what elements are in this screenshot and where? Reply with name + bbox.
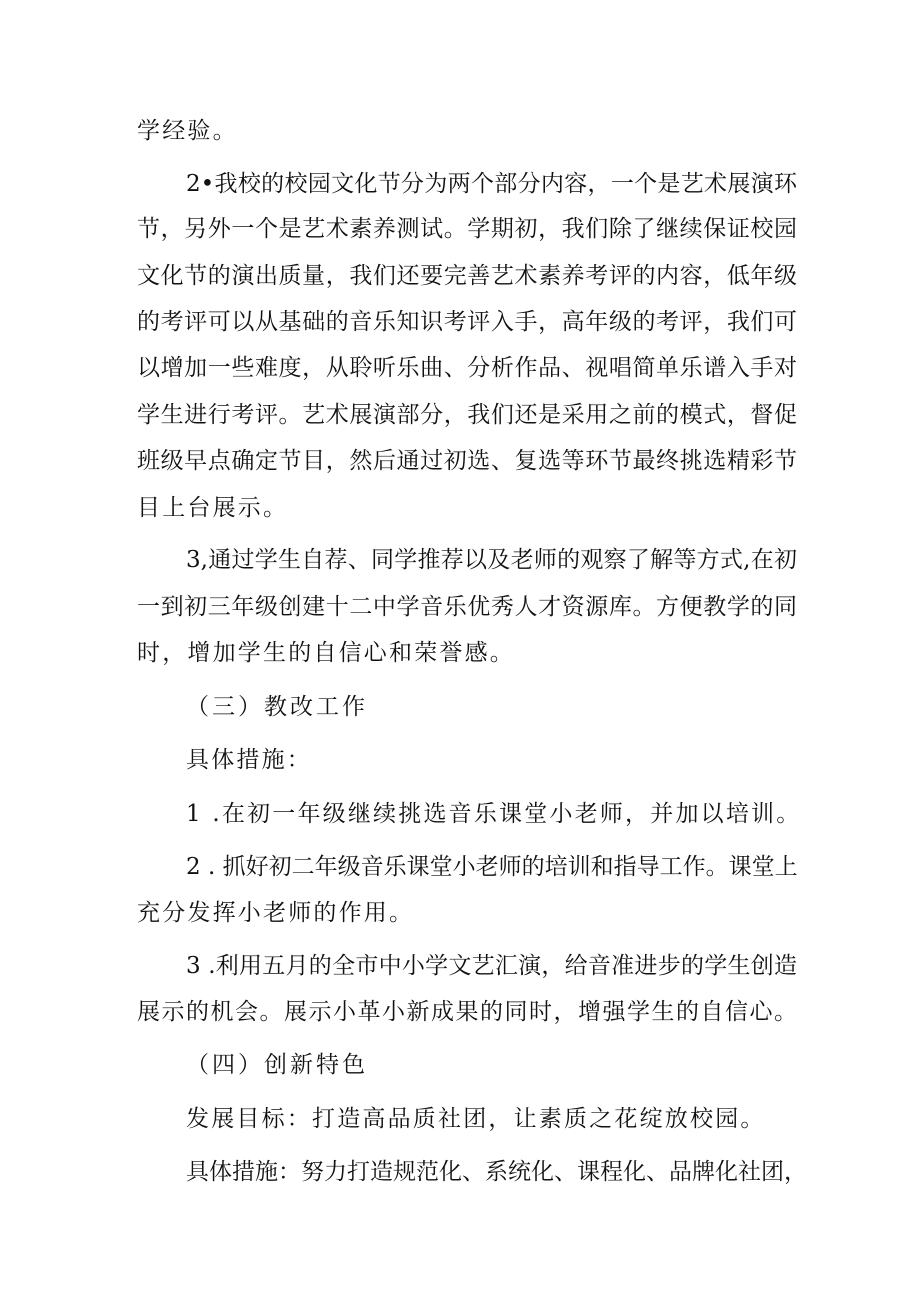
paragraph-line: 班级早点确定节目，然后通过初选、复选等环节最终挑选精彩节: [137, 448, 797, 474]
paragraph-line: 3 .利用五月的全市中小学文艺汇演，给音准进步的学生创造: [186, 953, 797, 979]
paragraph-line: 的考评可以从基础的音乐知识考评入手，高年级的考评，我们可: [137, 309, 797, 335]
paragraph-line: 具体措施：: [186, 747, 312, 773]
paragraph-line: 充分发挥小老师的作用。: [137, 900, 415, 926]
paragraph-line: 文化节的演出质量，我们还要完善艺术素养考评的内容，低年级: [137, 263, 797, 289]
paragraph-line: 2 . 抓好初二年级音乐课堂小老师的培训和指导工作。课堂上: [186, 854, 798, 880]
paragraph-line: 一到初三年级创建十二中学音乐优秀人才资源库。方便教学的同: [137, 594, 797, 620]
paragraph-line: 具体措施：努力打造规范化、系统化、课程化、品牌化社团，: [186, 1159, 807, 1185]
paragraph-line: 3,通过学生自荐、同学推荐以及老师的观察了解等方式,在初: [186, 547, 797, 573]
paragraph-line: 学生进行考评。艺术展演部分，我们还是采用之前的模式，督促: [137, 402, 797, 428]
paragraph-line: 学经验。: [137, 118, 238, 144]
paragraph-line: 时，增加学生的自信心和荣誉感。: [137, 640, 515, 666]
paragraph-line: 1 .在初一年级继续挑选音乐课堂小老师，并加以培训。: [186, 801, 802, 827]
paragraph-line: 以增加一些难度，从聆听乐曲、分析作品、视唱简单乐谱入手对: [137, 355, 797, 381]
paragraph-line: 目上台展示。: [137, 495, 289, 521]
section-heading: （三）教改工作: [186, 694, 368, 720]
paragraph-line: 展示的机会。展示小革小新成果的同时，增强学生的自信心。: [137, 999, 797, 1025]
paragraph-line: 2•我校的校园文化节分为两个部分内容，一个是艺术展演环: [186, 171, 797, 197]
section-heading: （四）创新特色: [186, 1052, 368, 1078]
paragraph-line: 发展目标：打造高品质社团，让素质之花绽放校园。: [186, 1106, 766, 1132]
paragraph-line: 节，另外一个是艺术素养测试。学期初，我们除了继续保证校园: [137, 216, 797, 242]
